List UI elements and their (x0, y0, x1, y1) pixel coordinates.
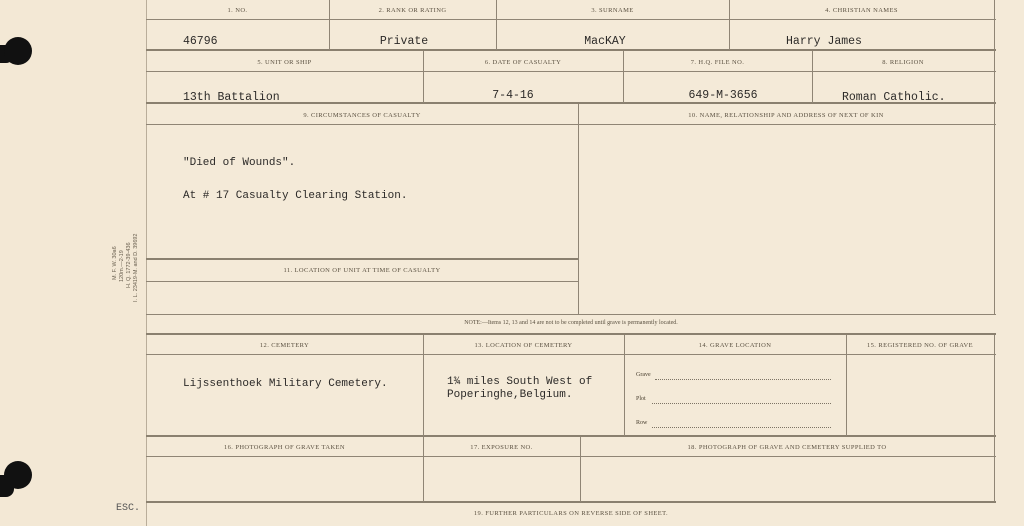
divider (578, 104, 579, 314)
no-value: 46796 (183, 35, 218, 48)
divider (146, 258, 578, 260)
photo-taken-label: 16. PHOTOGRAPH OF GRAVE TAKEN (223, 444, 346, 451)
plot-field-label: Plot (636, 396, 646, 402)
plot-field-line (652, 402, 831, 404)
location-cemetery-line-1: 1¾ miles South West of (447, 376, 593, 388)
divider (146, 19, 996, 20)
divider (624, 335, 625, 436)
cemetery-value: Lijssenthoek Military Cemetery. (183, 378, 388, 390)
date-value: 7-4-16 (492, 89, 534, 102)
location-cemetery-line-2: Poperinghe,Belgium. (447, 389, 573, 401)
divider (146, 435, 996, 437)
date-label: 6. DATE OF CASUALTY (484, 59, 562, 66)
imprint-line-4: I. L. 23419-M. and D. 39692 (133, 233, 139, 302)
unit-label: 5. UNIT OR SHIP (257, 59, 312, 66)
exposure-label: 17. EXPOSURE NO. (470, 444, 533, 451)
christian-names-value: Harry James (786, 35, 862, 48)
divider (423, 335, 424, 436)
registered-label: 15. REGISTERED NO. OF GRAVE (866, 342, 974, 349)
divider (146, 49, 996, 51)
grave-field-label: Grave (636, 372, 651, 378)
divider (146, 124, 996, 125)
imprint-line-3: H. Q. 1772-39-436 (126, 242, 132, 288)
imprint-line-1: M. F. W. 30a6 (112, 246, 118, 280)
religion-label: 8. RELIGION (882, 59, 924, 66)
file-value: 649-M-3656 (688, 89, 758, 102)
punch-hole-bottom (4, 461, 32, 489)
divider (994, 104, 995, 314)
printer-imprint (100, 210, 150, 320)
divider (146, 354, 996, 355)
grave-field-line (655, 378, 831, 380)
esc-mark: ESC. (116, 503, 141, 514)
footer-label: 19. FURTHER PARTICULARS ON REVERSE SIDE OF SHEET. (473, 510, 669, 517)
grave-location-label: 14. GRAVE LOCATION (698, 342, 772, 349)
circumstances-line-1: "Died of Wounds". (183, 157, 296, 169)
divider (146, 333, 996, 335)
divider (994, 0, 995, 50)
divider (146, 71, 996, 72)
unit-value: 13th Battalion (183, 91, 280, 104)
next-of-kin-label: 10. NAME, RELATIONSHIP AND ADDRESS OF NEXT OF KIN (688, 112, 884, 119)
row-field-line (652, 426, 831, 428)
row-field-label: Row (636, 420, 648, 426)
circumstances-label: 9. CIRCUMSTANCES OF CASUALTY (303, 112, 421, 119)
cemetery-label: 12. CEMETERY (259, 342, 310, 349)
photo-supplied-label: 18. PHOTOGRAPH OF GRAVE AND CEMETERY SUPPLIED TO (687, 444, 887, 451)
imprint-line-2: 120m.—2-19 (119, 250, 125, 282)
divider (994, 437, 995, 502)
punch-hole-top (4, 37, 32, 65)
surname-label: 3. SURNAME (591, 7, 634, 14)
christian-names-label: 4. CHRISTIAN NAMES (825, 7, 898, 14)
divider (146, 314, 996, 315)
divider (994, 51, 995, 103)
card-stub (0, 0, 147, 526)
divider (146, 281, 578, 282)
divider (994, 335, 995, 436)
divider (846, 335, 847, 436)
location-cemetery-label: 13. LOCATION OF CEMETERY (474, 342, 573, 349)
rank-value: Private (379, 35, 429, 48)
surname-value: MacKAY (584, 35, 626, 48)
no-label: 1. NO. (227, 7, 248, 14)
rank-label: 2. RANK OR RATING (378, 7, 447, 14)
circumstances-line-2: At # 17 Casualty Clearing Station. (183, 190, 408, 202)
location-unit-label: 11. LOCATION OF UNIT AT TIME OF CASUALTY (283, 267, 441, 274)
divider (146, 501, 996, 503)
religion-value: Roman Catholic. (842, 91, 946, 104)
divider (146, 456, 996, 457)
note-text: NOTE:—Items 12, 13 and 14 are not to be completed until grave is permanently located. (464, 320, 678, 326)
file-label: 7. H.Q. FILE NO. (690, 59, 745, 66)
